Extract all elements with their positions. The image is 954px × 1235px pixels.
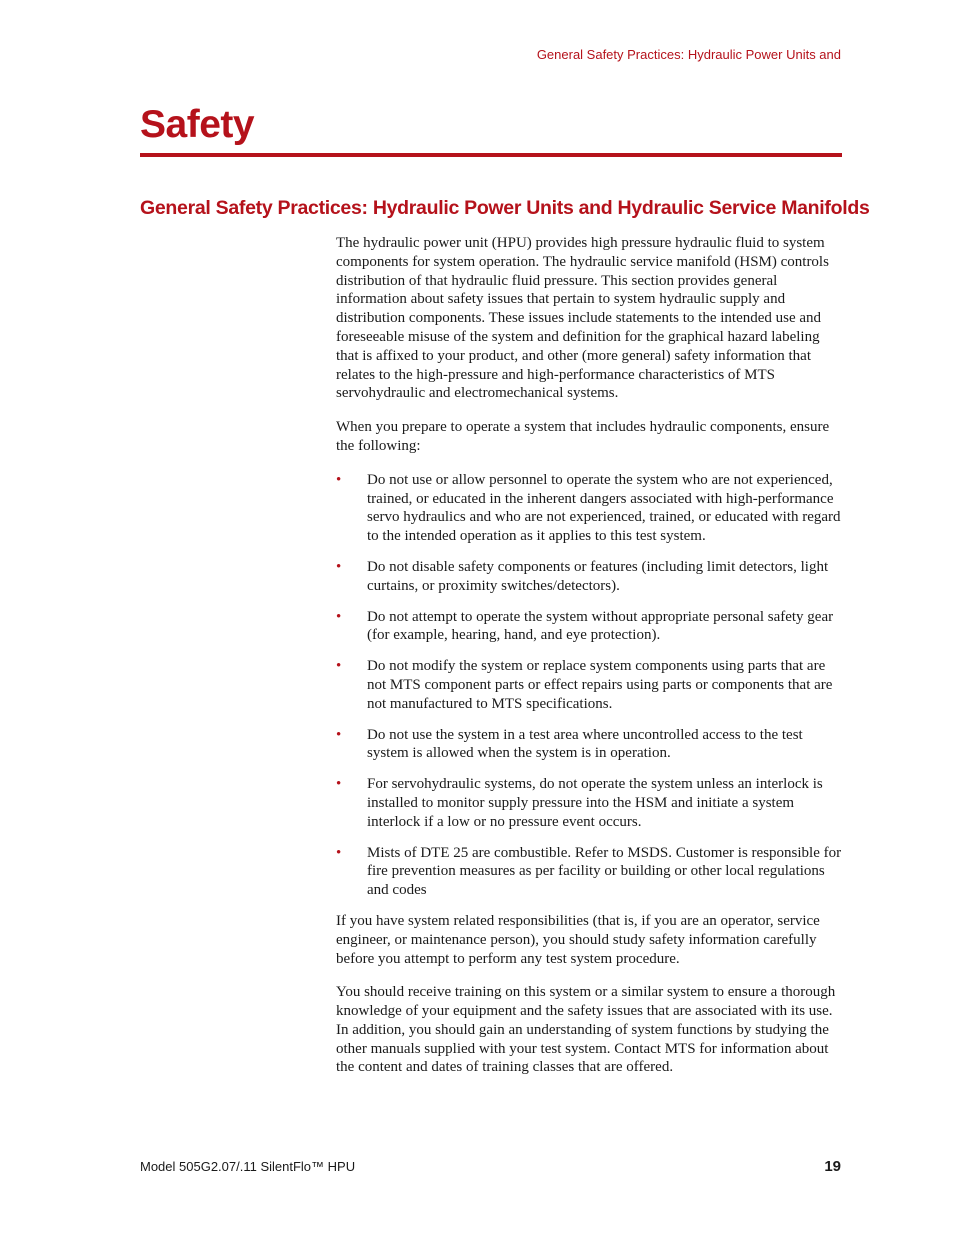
- list-item-text: Do not use the system in a test area where uncontrolled access to the test system is allowed when the system is in operation.: [367, 726, 803, 762]
- list-item: [336, 657, 842, 713]
- list-item-text: Do not disable safety components or features (including limit detectors, light curtains, or proximity switches/detectors).: [367, 558, 829, 594]
- list-item: [336, 844, 842, 900]
- bullet-marker: •: [336, 726, 342, 743]
- training-paragraph: You should receive training on this system or a similar system to ensure a thorough knowledge of your equipment and the safety issues that are associated with its use. In addition, you should gain an understanding of system functions by studying the other manuals supplied with your test system. Contact MTS for information about the content and dates of training classes that are offered.: [336, 984, 836, 1076]
- list-item-text: Do not use or allow personnel to operate the system who are not experienced, trained, or educated in the inherent dangers associated with high-performance servo hydraulics and who are not experienced, trained, or educated with regard to the intended operation as it applies to this test system.: [367, 471, 841, 545]
- list-item: [336, 608, 842, 646]
- bullet-marker: •: [336, 776, 342, 793]
- bullet-marker: •: [336, 844, 342, 861]
- chapter-title: Safety: [140, 103, 255, 146]
- list-item-text: For servohydraulic systems, do not operate the system unless an interlock is installed to monitor supply pressure into the HSM and initiate a system interlock if a low or no pressure event occurs.: [367, 776, 823, 830]
- list-item-text: Do not attempt to operate the system without appropriate personal safety gear (for example, hearing, hand, and eye protection).: [367, 608, 834, 644]
- intro-paragraph: The hydraulic power unit (HPU) provides high pressure hydraulic fluid to system components for system operation. The hydraulic service manifold (HSM) controls distribution of that hydraulic fluid pressure. This section provides general information about safety issues that pertain to system hydraulic supply and distribution components. These issues include statements to the intended use and foreseeable misuse of the system and definition for the graphical hazard labeling that is affixed to your product, and other (more general) safety information that relates to the high-pressure and high-performance characteristics of MTS servohydraulic and electromechanical systems.: [336, 235, 829, 402]
- running-head: General Safety Practices: Hydraulic Power Units and: [536, 47, 841, 62]
- bullet-marker: •: [336, 608, 342, 625]
- responsibilities-paragraph: If you have system related responsibilities (that is, if you are an operator, service engineer, or maintenance person), you should study safety information carefully before you attempt to perform any test system procedure.: [336, 912, 820, 967]
- list-item-text: Mists of DTE 25 are combustible. Refer to MSDS. Customer is responsible for fire prevention measures as per facility or building or other local regulations and codes: [367, 844, 842, 899]
- list-item: [336, 726, 842, 764]
- body-text: [336, 234, 842, 1092]
- list-item-text: Do not modify the system or replace system components using parts that are not MTS component parts or effect repairs using parts or components that are not manufactured to MTS specifications.: [367, 658, 833, 712]
- footer-model: Model 505G2.07/.11 SilentFlo™ HPU: [140, 1159, 356, 1174]
- bullet-marker: •: [336, 471, 342, 488]
- prepare-paragraph: When you prepare to operate a system that includes hydraulic components, ensure the following:: [336, 419, 830, 454]
- safety-bullet-list: [336, 471, 842, 900]
- list-item: [336, 775, 842, 831]
- bullet-marker: •: [336, 558, 342, 575]
- section-title: General Safety Practices: Hydraulic Power Units and Hydraulic Service Manifolds: [140, 197, 870, 219]
- page-number: 19: [824, 1158, 841, 1175]
- list-item: [336, 471, 842, 546]
- bullet-marker: •: [336, 658, 342, 675]
- list-item: [336, 558, 842, 596]
- chapter-title-rule: [140, 153, 842, 157]
